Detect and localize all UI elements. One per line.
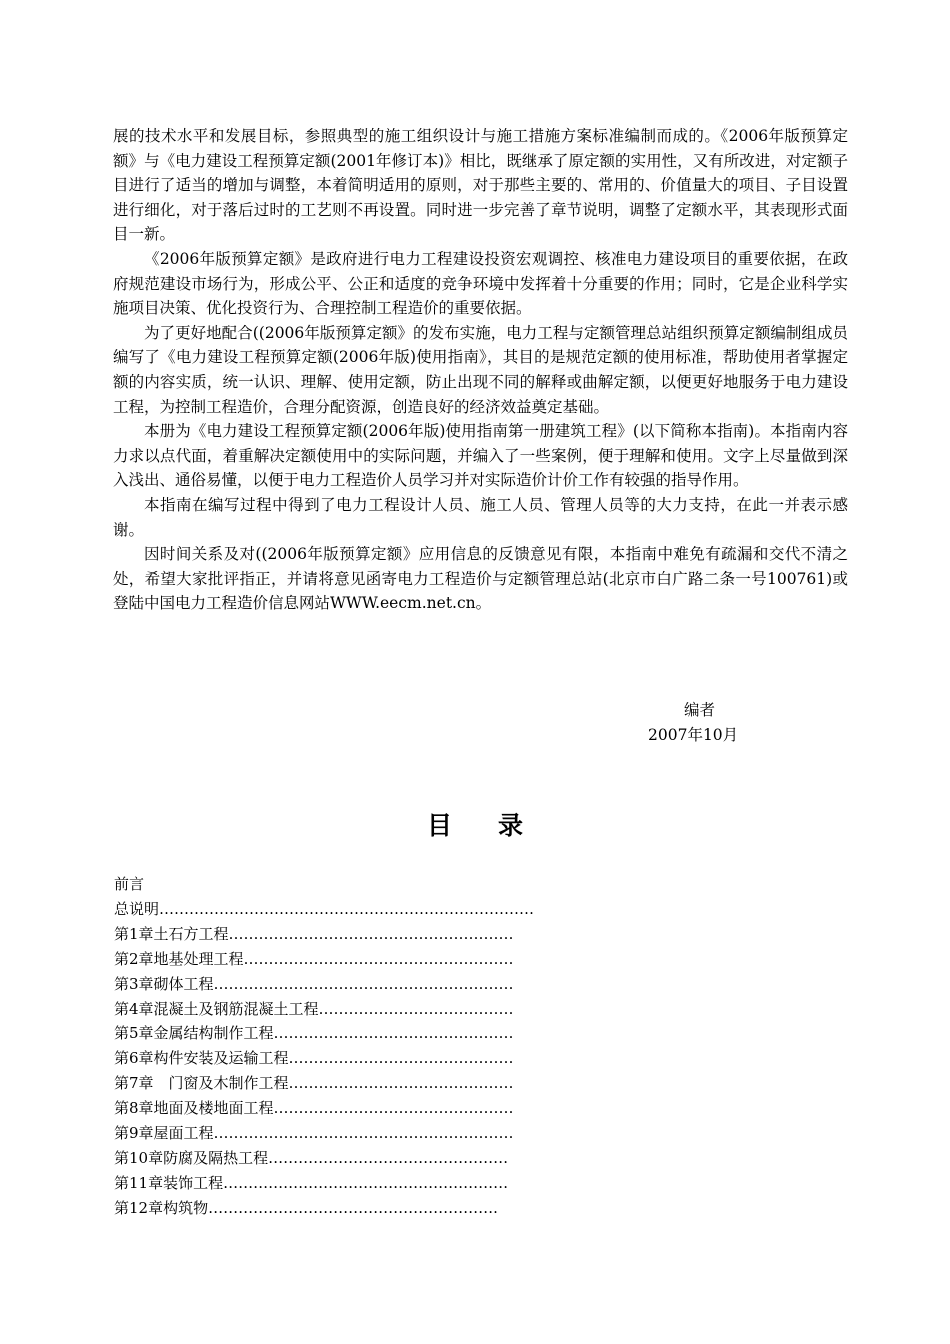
preface-paragraph-5: 本指南在编写过程中得到了电力工程设计人员、施工人员、管理人员等的大力支持，在此一并表示感谢。	[113, 495, 848, 539]
signature-date: 2007年10月	[648, 726, 739, 744]
toc-item-chapter-2[interactable]: 第2章地基处理工程………………………………………………	[114, 949, 514, 968]
toc-item-chapter-11[interactable]: 第11章装饰工程…………………………………………………	[114, 1173, 509, 1192]
toc-item-general-notes[interactable]: 总说明…………………………………………………………………	[114, 899, 535, 918]
toc-item-chapter-8[interactable]: 第8章地面及楼地面工程…………………………………………	[114, 1099, 514, 1118]
table-of-contents	[114, 872, 594, 1221]
toc-item-chapter-12[interactable]: 第12章构筑物………………………………………………….	[114, 1198, 498, 1217]
preface-paragraph-3: 为了更好地配合((2006年版预算定额》的发布实施，电力工程与定额管理总站组织预算定额编制组成员编写了《电力建设工程预算定额(2006年版)使用指南》，其目的是规范定额的使用标准，帮助使用者掌握定额的内容实质，统一认识、理解、使用定额，防止出现不同的解释或曲解定额，以便更好地服务于电力建设工程，为控制工程造价，合理分配资源，创造良好的经济效益奠定基础。	[113, 323, 848, 416]
toc-item-chapter-3[interactable]: 第3章砌体工程……………………………………………………	[114, 974, 514, 993]
preface-paragraph-6: 因时间关系及对((2006年版预算定额》应用信息的反馈意见有限，本指南中难免有疏漏和交代不清之处，希望大家批评指正，并请将意见函寄电力工程造价与定额管理总站(北京市白广路二条一号100761)或登陆中国电力工程造价信息网站WWW.eecm.net.cn。	[113, 545, 848, 613]
toc-item-chapter-9[interactable]: 第9章屋面工程……………………………………………………	[114, 1124, 514, 1143]
preface-paragraph-4: 本册为《电力建设工程预算定额(2006年版)使用指南第一册建筑工程》(以下简称本指南)。本指南内容力求以点代面，着重解决定额使用中的实际问题，并编入了一些案例，便于理解和使用。文字上尽量做到深入浅出、通俗易懂，以便于电力工程造价人员学习并对实际造价计价工作有较强的指导作用。	[113, 422, 848, 490]
toc-title: 目录	[426, 811, 569, 840]
signature-author: 编者	[684, 701, 716, 719]
signature-block	[600, 698, 800, 748]
toc-item-chapter-4[interactable]: 第4章混凝土及钢筋混凝土工程…………………………………	[114, 999, 514, 1018]
toc-item-chapter-6[interactable]: 第6章构件安装及运输工程………………………………………	[114, 1049, 514, 1068]
preface-paragraph-1: 展的技术水平和发展目标，参照典型的施工组织设计与施工措施方案标准编制而成的。《2006年版预算定额》与《电力建设工程预算定额(2001年修订本)》相比，既继承了原定额的实用性，又有所改进，对定额子目进行了适当的增加与调整，本着简明适用的原则，对于那些主要的、常用的、价值量大的项目、子目设置进行细化，对于落后过时的工艺则不再设置。同时进一步完善了章节说明，调整了定额水平，其表现形式面目一新。	[113, 127, 848, 244]
toc-item-chapter-1[interactable]: 第1章土石方工程…………………………………………………	[114, 924, 514, 943]
preface-body	[113, 124, 848, 616]
toc-item-chapter-5[interactable]: 第5章金属结构制作工程…………………………………………	[114, 1024, 514, 1043]
toc-item-preface[interactable]: 前言	[114, 875, 145, 893]
toc-item-chapter-10[interactable]: 第10章防腐及隔热工程…………………………………………	[114, 1148, 509, 1167]
toc-item-chapter-7[interactable]: 第7章 门窗及木制作工程………………………………………	[114, 1074, 514, 1093]
preface-paragraph-2: 《2006年版预算定额》是政府进行电力工程建设投资宏观调控、核准电力建设项目的重要依据，在政府规范建设市场行为，形成公平、公正和适度的竞争环境中发挥着十分重要的作用；同时，它是企业科学实施项目决策、优化投资行为、合理控制工程造价的重要依据。	[113, 249, 848, 318]
